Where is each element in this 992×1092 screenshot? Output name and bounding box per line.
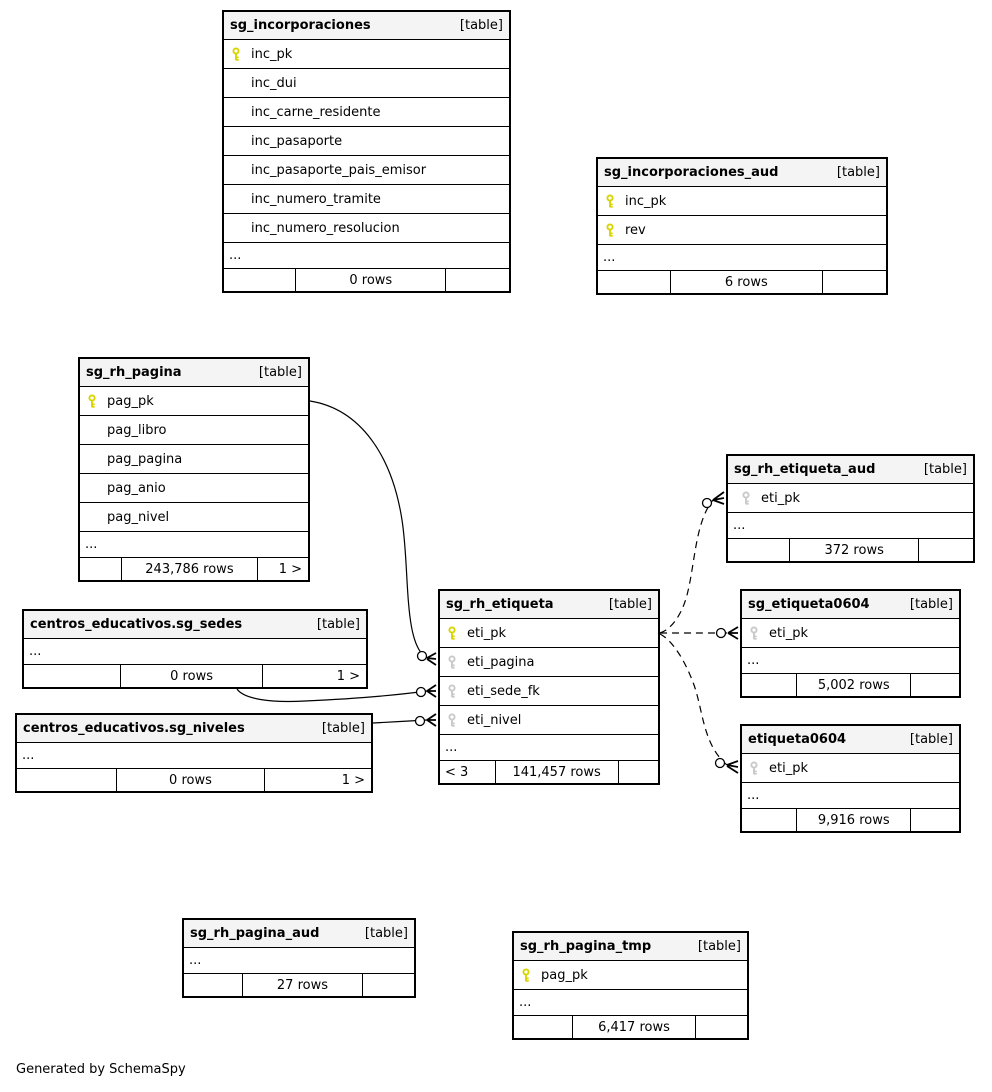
column-row [440,706,658,735]
column-row [598,187,886,216]
column-row [742,754,959,783]
column-name: inc_pasaporte_pais_emisor [251,162,427,178]
no-key-spacer [86,510,98,524]
column-name: inc_carne_residente [251,104,381,120]
table-header [598,159,886,187]
hidden-columns-ellipsis: ... [184,948,414,974]
column-name: eti_pk [761,490,800,506]
no-key-spacer [86,452,98,466]
no-key-spacer [86,481,98,495]
row-count: 0 rows [116,769,265,791]
column-name: pag_anio [107,480,166,496]
table-footer [728,539,973,561]
table-footer [24,665,366,687]
column-row [224,127,509,156]
column-row [440,648,658,677]
column-row [598,216,886,245]
column-name: eti_pk [769,760,808,776]
column-name: eti_pk [467,625,506,641]
foreign-key-icon [740,491,752,505]
implied-relationships-count: < 3 [445,764,469,780]
column-name: inc_pk [625,193,667,209]
table-name[interactable]: sg_incorporaciones_aud [604,165,779,180]
column-name: pag_pagina [107,451,183,467]
row-count: 27 rows [242,974,364,996]
footer-left-cell [80,558,121,580]
column-name: inc_pasaporte [251,133,343,149]
row-count: 0 rows [120,665,264,687]
table-header [728,456,973,484]
column-name: inc_dui [251,75,297,91]
column-name: inc_numero_tramite [251,191,381,207]
table-header [24,611,366,639]
table-footer [17,769,371,791]
implied-relationships-count: 1 > [336,668,360,684]
table-type-label: [table] [364,926,408,941]
no-key-spacer [230,134,242,148]
footer-right-cell [911,809,959,831]
hidden-columns-ellipsis: ... [742,648,959,674]
footer-right-cell [823,271,886,293]
hidden-columns-ellipsis: ... [440,735,658,761]
row-count: 141,457 rows [495,761,619,783]
table-node-sg-rh-pagina-tmp [512,931,749,1040]
edge-eti-pk-to-sg-etiqueta0604 [660,627,738,639]
table-type-label: [table] [697,939,741,954]
edge-eti-pk-to-etiqueta-aud [660,492,724,633]
table-name[interactable]: sg_rh_etiqueta_aud [734,462,876,477]
hidden-columns-ellipsis: ... [728,513,973,539]
table-node-sg-incorporaciones [222,10,511,293]
table-footer [742,809,959,831]
row-count: 243,786 rows [121,558,258,580]
table-footer [598,271,886,293]
table-header [742,726,959,754]
table-node-centros-educativos-sg-niveles [15,713,373,793]
table-type-label: [table] [909,732,953,747]
table-type-label: [table] [258,365,302,380]
table-type-label: [table] [836,165,880,180]
footer-left-cell [742,809,796,831]
column-name: inc_pk [251,46,293,62]
edge-eti-pk-to-etiqueta0604 [660,634,738,773]
no-key-spacer [230,163,242,177]
foreign-key-icon [748,761,760,775]
table-footer [184,974,414,996]
table-name[interactable]: sg_incorporaciones [230,18,371,33]
column-row [224,214,509,243]
table-node-etiqueta0604 [740,724,961,833]
table-node-sg-rh-etiqueta [438,589,660,785]
primary-key-icon [604,194,616,208]
footer-left-cell [184,974,242,996]
table-header [440,591,658,619]
table-type-label: [table] [459,18,503,33]
table-node-sg-rh-pagina [78,357,310,582]
table-footer [440,761,658,783]
primary-key-icon [520,968,532,982]
column-row [80,474,308,503]
table-name[interactable]: centros_educativos.sg_niveles [23,721,245,736]
column-name: eti_sede_fk [467,683,540,699]
hidden-columns-ellipsis: ... [224,243,509,269]
column-name: pag_nivel [107,509,170,525]
no-key-spacer [230,76,242,90]
table-name[interactable]: sg_rh_pagina_tmp [520,939,652,954]
table-header [184,920,414,948]
footer-left-cell [598,271,670,293]
footer-left-cell [224,269,295,291]
column-row [80,416,308,445]
row-count: 372 rows [789,539,919,561]
hidden-columns-ellipsis: ... [742,783,959,809]
column-row [224,40,509,69]
table-footer [514,1016,747,1038]
table-header [742,591,959,619]
column-row [224,69,509,98]
table-header [224,12,509,40]
footer-left-cell [728,539,789,561]
column-row [224,98,509,127]
column-row [440,619,658,648]
table-node-sg-rh-pagina-aud [182,918,416,998]
hidden-columns-ellipsis: ... [514,990,747,1016]
foreign-key-icon [446,655,458,669]
column-name: eti_pk [769,625,808,641]
footer-left-cell [742,674,796,696]
primary-key-icon [86,394,98,408]
footer-right-cell [696,1016,747,1038]
table-node-sg-incorporaciones-aud [596,157,888,295]
generated-by-credit: Generated by SchemaSpy [16,1062,186,1077]
column-name: inc_numero_resolucion [251,220,400,236]
column-row [514,961,747,990]
no-key-spacer [86,423,98,437]
foreign-key-icon [446,713,458,727]
footer-right-cell [446,269,509,291]
primary-key-icon [446,626,458,640]
footer-right-cell [363,974,414,996]
hidden-columns-ellipsis: ... [24,639,366,665]
row-count: 5,002 rows [796,674,911,696]
column-row [80,387,308,416]
primary-key-icon [604,223,616,237]
table-name[interactable]: centros_educativos.sg_sedes [30,617,243,632]
footer-right-cell [911,674,959,696]
table-node-sg-etiqueta0604 [740,589,961,698]
column-row [224,156,509,185]
no-key-spacer [230,221,242,235]
footer-left-cell [514,1016,572,1038]
table-name[interactable]: etiqueta0604 [748,732,847,747]
no-key-spacer [230,105,242,119]
column-row [728,484,973,513]
column-name: eti_pagina [467,654,535,670]
table-name[interactable]: sg_rh_etiqueta [446,597,554,612]
footer-left-cell [24,665,120,687]
column-row [224,185,509,214]
row-count: 0 rows [295,269,446,291]
row-count: 6 rows [670,271,823,293]
table-name[interactable]: sg_rh_pagina [86,365,182,380]
table-type-label: [table] [321,721,365,736]
hidden-columns-ellipsis: ... [598,245,886,271]
implied-relationships-count: 1 > [278,561,302,577]
column-row [80,445,308,474]
table-node-centros-educativos-sg-sedes [22,609,368,689]
table-type-label: [table] [608,597,652,612]
column-name: pag_libro [107,422,167,438]
column-row [742,619,959,648]
column-name: pag_pk [107,393,154,409]
table-header [514,933,747,961]
table-type-label: [table] [923,462,967,477]
implied-relationships-count: 1 > [341,772,365,788]
table-type-label: [table] [316,617,360,632]
edge-niveles-to-eti-nivel [373,714,436,726]
table-name[interactable]: sg_etiqueta0604 [748,597,870,612]
footer-left-cell [17,769,116,791]
table-type-label: [table] [909,597,953,612]
hidden-columns-ellipsis: ... [17,743,371,769]
table-node-sg-rh-etiqueta-aud [726,454,975,563]
table-header [17,715,371,743]
footer-right-cell [919,539,973,561]
column-name: pag_pk [541,967,588,983]
table-footer [742,674,959,696]
column-name: rev [625,222,646,238]
table-name[interactable]: sg_rh_pagina_aud [190,926,320,941]
no-key-spacer [230,192,242,206]
column-row [440,677,658,706]
footer-right-cell [619,761,658,783]
foreign-key-icon [446,684,458,698]
primary-key-icon [230,47,242,61]
foreign-key-icon [748,626,760,640]
row-count: 6,417 rows [572,1016,696,1038]
column-name: eti_nivel [467,712,522,728]
hidden-columns-ellipsis: ... [80,532,308,558]
column-row [80,503,308,532]
table-footer [80,558,308,580]
table-footer [224,269,509,291]
table-header [80,359,308,387]
row-count: 9,916 rows [796,809,911,831]
